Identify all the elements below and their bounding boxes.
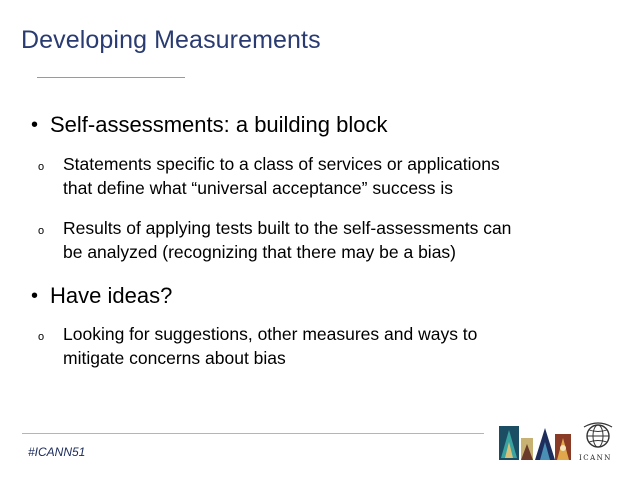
sub-bullet-line: mitigate concerns about bias — [63, 348, 286, 368]
sub-bullet-circle-icon: o — [38, 161, 45, 173]
bullet-dot-icon: • — [31, 114, 39, 136]
sub-bullet-line: Results of applying tests built to the self-assessments can — [63, 218, 512, 238]
title-underline — [37, 77, 185, 78]
icann-wordmark: ICANN — [579, 454, 612, 462]
bullet-text: Self-assessments: a building block — [50, 112, 388, 137]
event-hashtag: #ICANN51 — [28, 445, 86, 459]
sub-bullet-line: Looking for suggestions, other measures and ways to — [63, 324, 478, 344]
sub-bullet-circle-icon: o — [38, 225, 45, 237]
footer-divider — [22, 433, 484, 434]
sub-bullet-line: be analyzed (recognizing that there may be a bias) — [63, 242, 457, 262]
bullet-dot-icon: • — [31, 285, 39, 307]
sub-bullet-line: Statements specific to a class of services or applications — [63, 154, 500, 174]
sub-bullet-circle-icon: o — [38, 331, 45, 343]
event-logo-art-icon — [499, 424, 573, 462]
bullet-text: Have ideas? — [50, 283, 173, 308]
slide-title: Developing Measurements — [21, 26, 321, 54]
sub-bullet-line: that define what “universal acceptance” success is — [63, 178, 454, 198]
